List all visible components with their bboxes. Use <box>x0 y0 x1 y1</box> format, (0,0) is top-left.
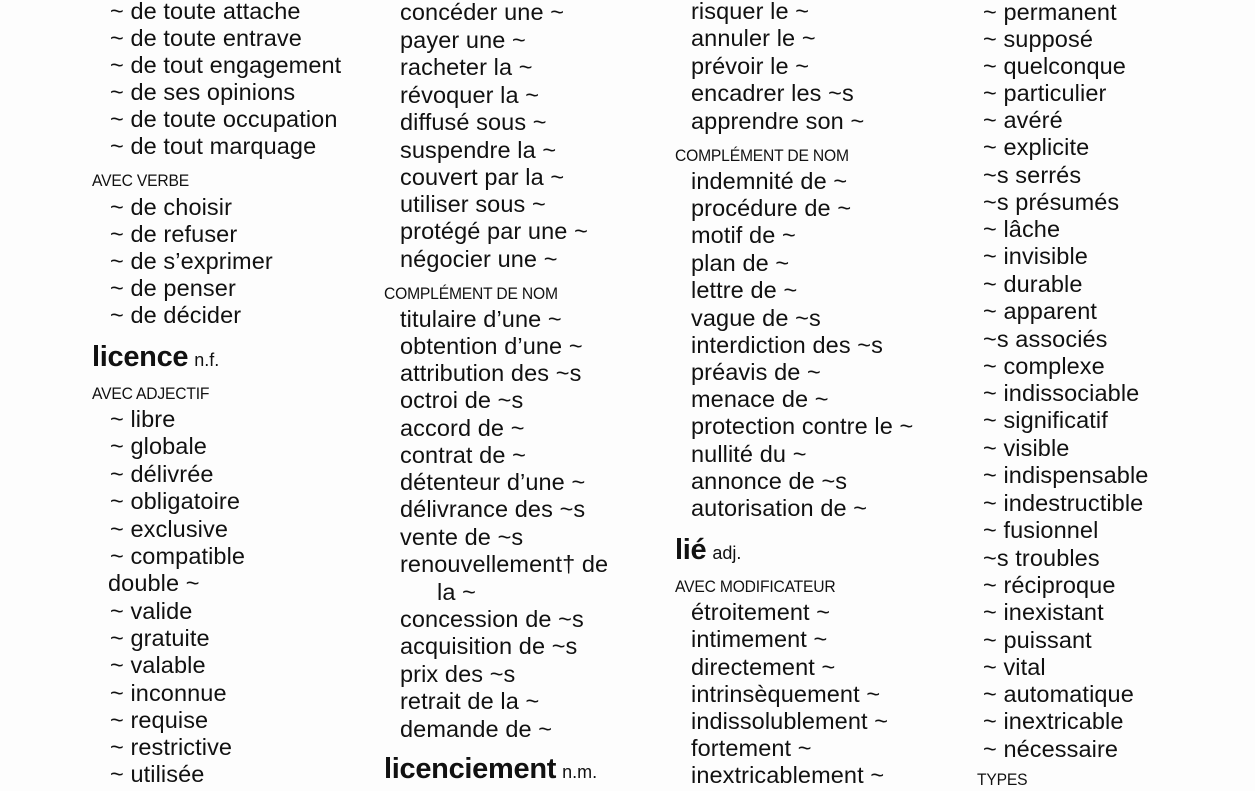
collocation-line: protection contre le ~ <box>691 413 914 439</box>
collocation-line: ~ vital <box>983 654 1046 680</box>
collocation-line: ~ particulier <box>983 80 1107 106</box>
collocation-line: révoquer la ~ <box>400 82 540 108</box>
collocation-line: annuler le ~ <box>691 25 816 51</box>
collocation-line: payer une ~ <box>400 27 526 53</box>
collocation-line: annonce de ~s <box>691 468 848 494</box>
collocation-line: ~ gratuite <box>110 625 210 651</box>
collocation-line: ~ de ses opinions <box>110 79 296 105</box>
collocation-line: plan de ~ <box>691 250 790 276</box>
part-of-speech: adj. <box>712 543 742 563</box>
collocation-line: délivrance des ~s <box>400 496 586 522</box>
collocation-line: ~ quelconque <box>983 53 1126 79</box>
collocation-line: racheter la ~ <box>400 54 533 80</box>
collocation-line: ~ de toute entrave <box>110 25 302 51</box>
collocation-line: détenteur d’une ~ <box>400 469 586 495</box>
collocation-line: diffusé sous ~ <box>400 109 547 135</box>
collocation-line: ~ globale <box>110 433 207 459</box>
collocation-line: ~ lâche <box>983 216 1061 242</box>
collocation-line: protégé par une ~ <box>400 218 588 244</box>
collocation-line: suspendre la ~ <box>400 137 557 163</box>
collocation-line: ~ valide <box>110 598 193 624</box>
collocation-line: utiliser sous ~ <box>400 191 546 217</box>
collocation-line: ~ requise <box>110 707 209 733</box>
collocation-line: nullité du ~ <box>691 441 807 467</box>
collocation-line: ~ exclusive <box>110 516 229 542</box>
section-label: COMPLÉMENT DE NOM <box>384 284 558 303</box>
collocation-line: concéder une ~ <box>400 0 565 25</box>
collocation-line: préavis de ~ <box>691 359 821 385</box>
collocation-line: indemnité de ~ <box>691 168 848 194</box>
collocation-line: ~ inconnue <box>110 680 227 706</box>
collocation-line: ~ automatique <box>983 681 1134 707</box>
collocation-line: encadrer les ~s <box>691 80 854 106</box>
section-label: AVEC ADJECTIF <box>92 384 210 403</box>
collocation-line: demande de ~ <box>400 716 553 742</box>
collocation-line: procédure de ~ <box>691 195 852 221</box>
collocation-line: directement ~ <box>691 654 836 680</box>
collocation-line: prix des ~s <box>400 661 516 687</box>
collocation-line: contrat de ~ <box>400 442 526 468</box>
collocation-line: ~ inexistant <box>983 599 1104 625</box>
collocation-line: accord de ~ <box>400 415 525 441</box>
collocation-line: ~ indissociable <box>983 380 1140 406</box>
collocation-line: ~ complexe <box>983 353 1105 379</box>
collocation-line: renouvellement† de <box>400 551 609 577</box>
collocation-line: ~ indispensable <box>983 462 1149 488</box>
collocation-line: octroi de ~s <box>400 387 524 413</box>
collocation-line: étroitement ~ <box>691 599 831 625</box>
collocation-line: ~ indestructible <box>983 490 1144 516</box>
collocation-line: ~ de choisir <box>110 194 233 220</box>
collocation-line: vente de ~s <box>400 524 524 550</box>
collocation-line: ~s serrés <box>983 162 1082 188</box>
collocation-line: acquisition de ~s <box>400 633 578 659</box>
collocation-line: ~ valable <box>110 652 206 678</box>
collocation-line: ~ nécessaire <box>983 736 1119 762</box>
collocation-line: vague de ~s <box>691 305 821 331</box>
collocation-line: la ~ <box>437 579 476 605</box>
collocation-line: indissolublement ~ <box>691 708 889 734</box>
headword-entry <box>92 340 219 379</box>
collocation-line: concession de ~s <box>400 606 584 632</box>
headword-entry <box>384 752 597 791</box>
section-label: AVEC VERBE <box>92 171 189 190</box>
collocation-line: ~ utilisée <box>110 761 205 787</box>
headword-entry <box>675 533 741 572</box>
collocation-line: ~ explicite <box>983 134 1090 160</box>
collocation-line: motif de ~ <box>691 222 796 248</box>
collocation-line: apprendre son ~ <box>691 108 865 134</box>
collocation-line: ~ de tout engagement <box>110 52 342 78</box>
collocation-line: ~ significatif <box>983 407 1108 433</box>
collocation-line: ~ supposé <box>983 26 1094 52</box>
part-of-speech: n.f. <box>194 350 220 370</box>
collocation-line: ~ délivrée <box>110 461 214 487</box>
collocation-line: ~s présumés <box>983 189 1120 215</box>
headword: licence <box>92 341 189 373</box>
collocation-line: ~s troubles <box>983 545 1100 571</box>
collocation-line: ~s associés <box>983 326 1108 352</box>
collocation-line: ~ fusionnel <box>983 517 1099 543</box>
collocation-line: ~ de toute attache <box>110 0 301 24</box>
collocation-line: ~ restrictive <box>110 734 233 760</box>
headword: licenciement <box>384 753 557 785</box>
collocation-line: intimement ~ <box>691 626 828 652</box>
collocation-line: inextricablement ~ <box>691 762 885 788</box>
collocation-line: négocier une ~ <box>400 246 558 272</box>
collocation-line: titulaire d’une ~ <box>400 306 562 332</box>
collocation-line: ~ permanent <box>983 0 1117 25</box>
collocation-line: ~ réciproque <box>983 572 1116 598</box>
collocation-line: ~ apparent <box>983 298 1098 324</box>
collocation-line: ~ compatible <box>110 543 246 569</box>
headword: lié <box>675 534 707 566</box>
collocation-line: ~ durable <box>983 271 1083 297</box>
collocation-line: intrinsèquement ~ <box>691 681 881 707</box>
section-label: TYPES <box>977 770 1028 789</box>
collocation-line: ~ de refuser <box>110 221 238 247</box>
collocation-line: prévoir le ~ <box>691 53 810 79</box>
collocation-line: ~ de penser <box>110 275 236 301</box>
collocation-line: risquer le ~ <box>691 0 810 24</box>
collocation-line: lettre de ~ <box>691 277 798 303</box>
collocation-line: ~ de décider <box>110 302 242 328</box>
collocation-line: ~ libre <box>110 406 176 432</box>
collocation-line: ~ invisible <box>983 243 1088 269</box>
section-label: COMPLÉMENT DE NOM <box>675 146 849 165</box>
collocation-line: obtention d’une ~ <box>400 333 583 359</box>
collocation-line: ~ visible <box>983 435 1070 461</box>
collocation-line: ~ de s’exprimer <box>110 248 273 274</box>
collocation-line: couvert par la ~ <box>400 164 565 190</box>
collocation-line: ~ de tout marquage <box>110 133 317 159</box>
collocation-line: ~ avéré <box>983 107 1063 133</box>
collocation-line: ~ puissant <box>983 627 1092 653</box>
section-label: AVEC MODIFICATEUR <box>675 577 836 596</box>
collocation-line: attribution des ~s <box>400 360 582 386</box>
collocation-line: double ~ <box>108 570 200 596</box>
collocation-line: ~ inextricable <box>983 708 1124 734</box>
part-of-speech: n.m. <box>562 762 598 782</box>
collocation-line: ~ de toute occupation <box>110 106 338 132</box>
collocation-line: menace de ~ <box>691 386 829 412</box>
collocation-line: ~ obligatoire <box>110 488 240 514</box>
collocation-line: interdiction des ~s <box>691 332 883 358</box>
collocation-line: retrait de la ~ <box>400 688 540 714</box>
collocation-line: autorisation de ~ <box>691 495 868 521</box>
collocation-line: fortement ~ <box>691 735 812 761</box>
